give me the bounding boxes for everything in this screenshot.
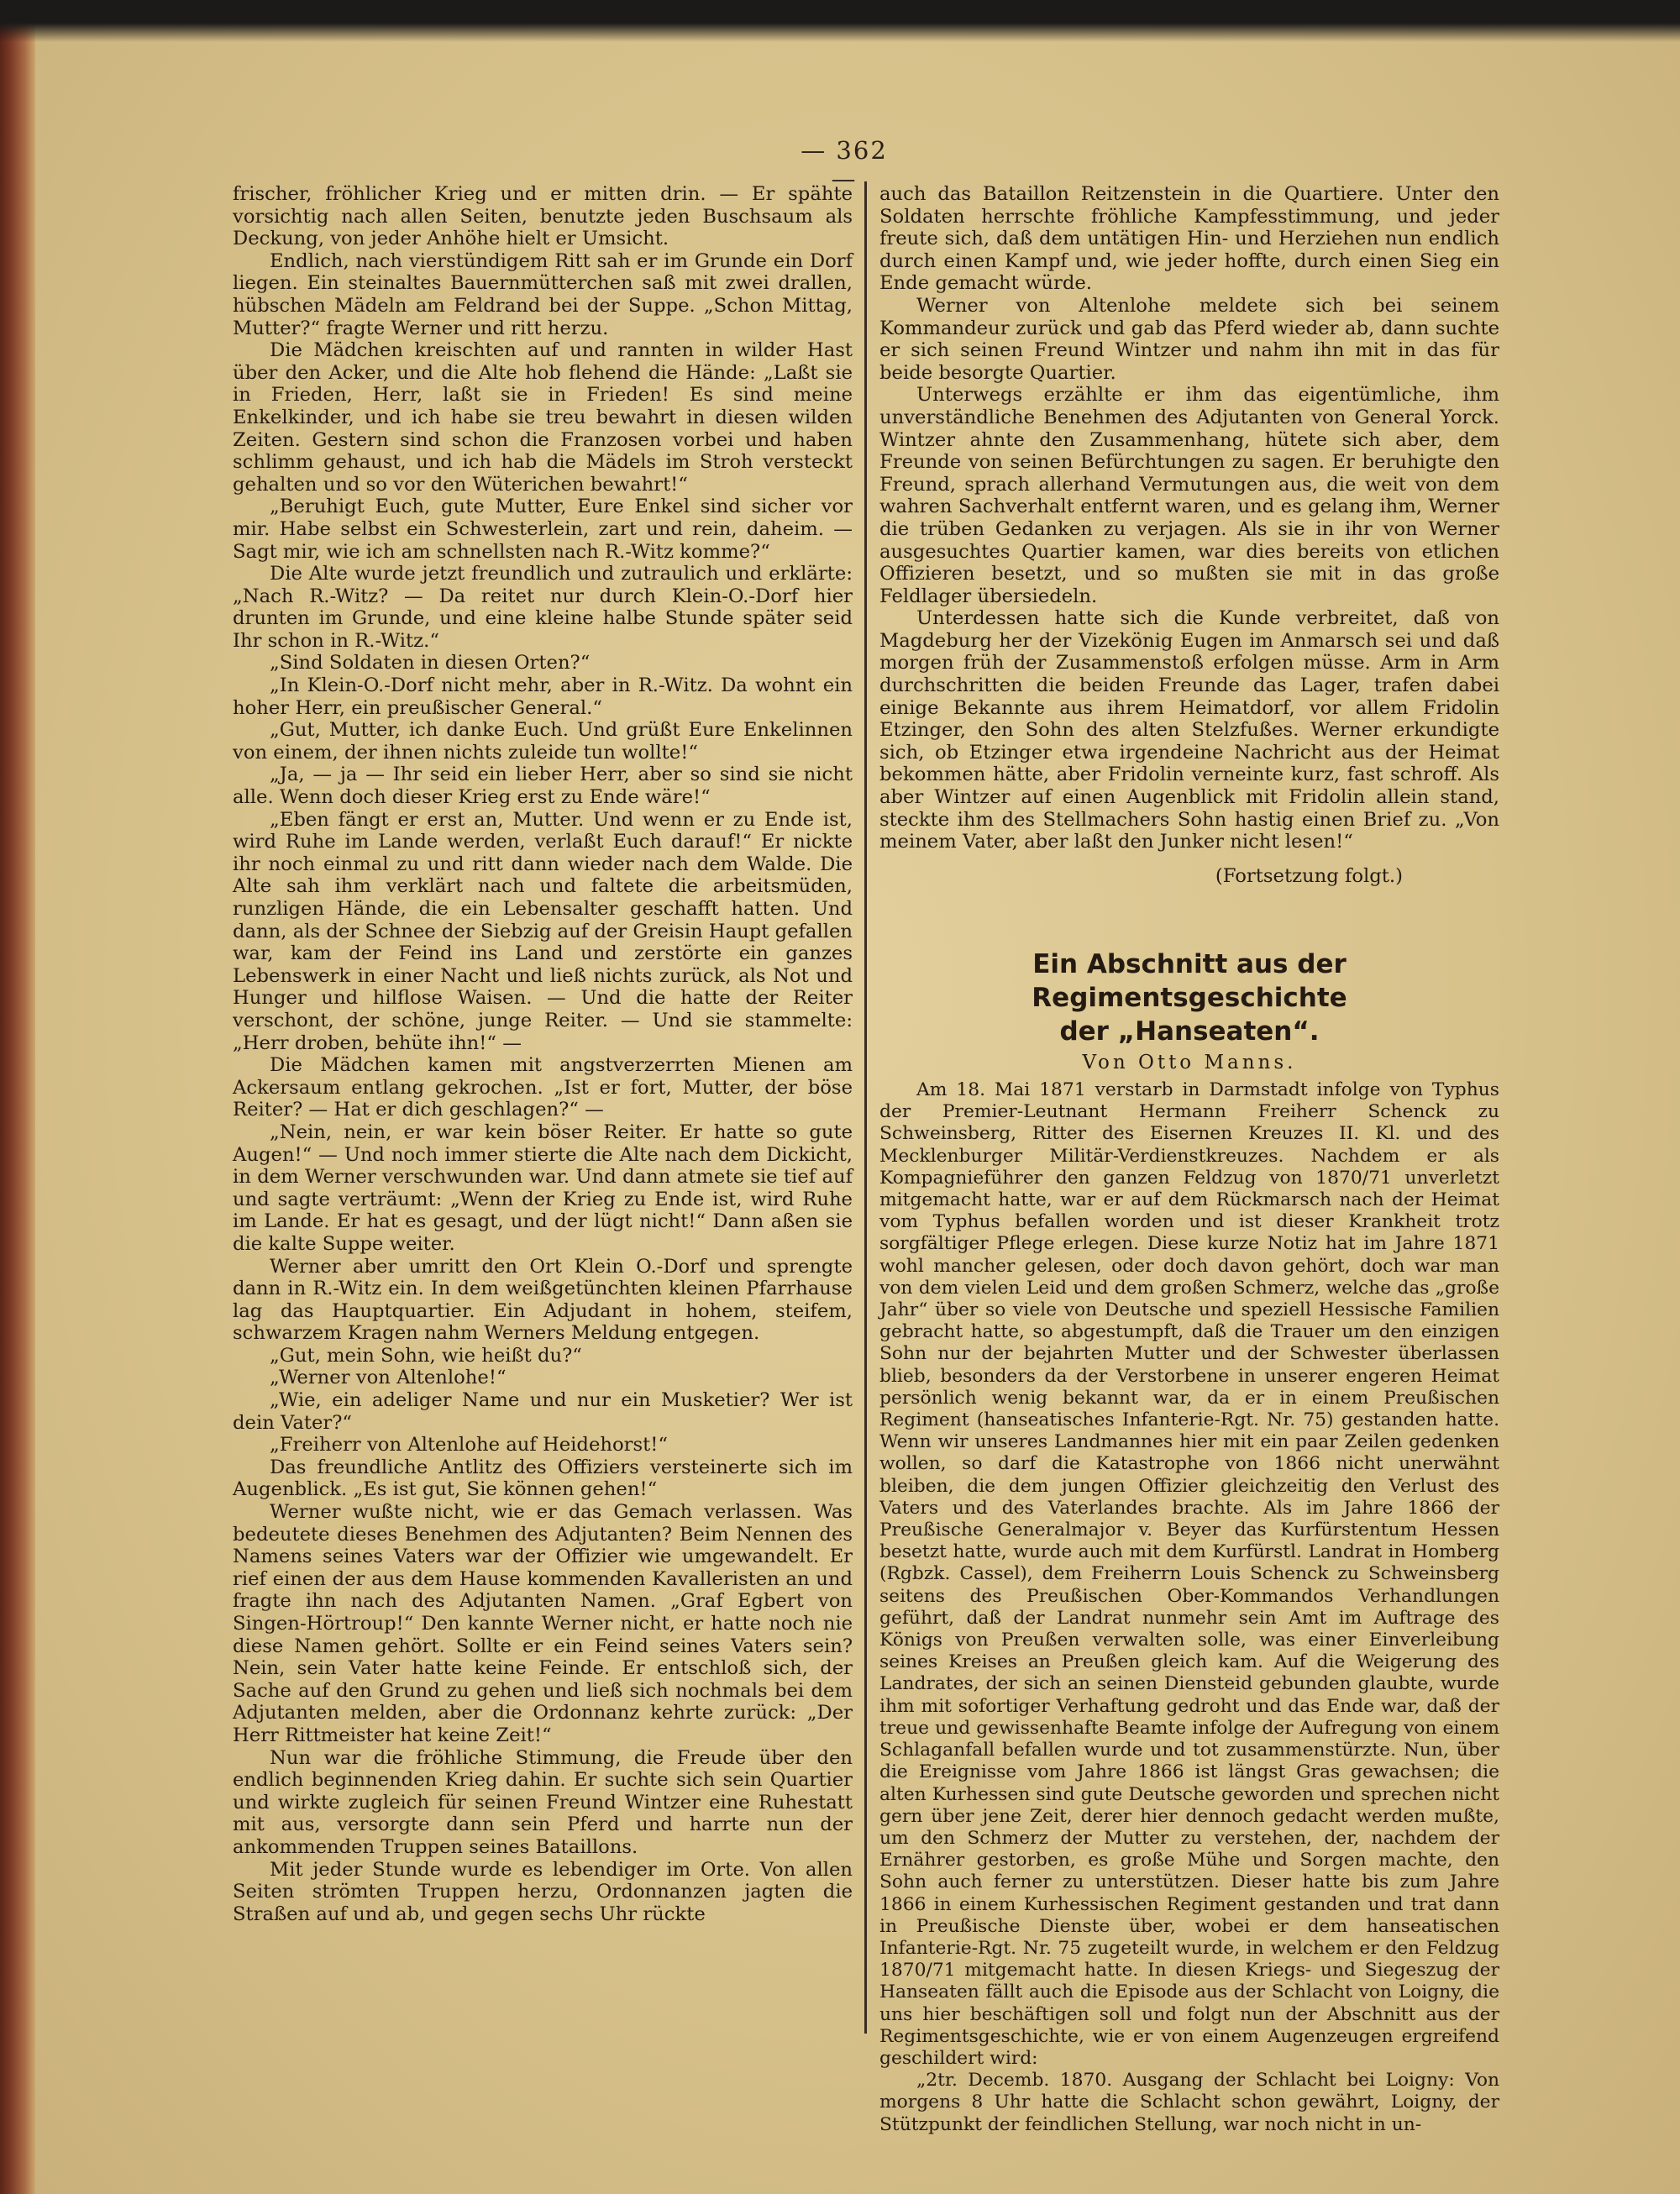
scan-top-shadow — [0, 0, 1680, 42]
paragraph: „Sind Soldaten in diesen Orten?“ — [270, 652, 591, 674]
left-column — [233, 183, 853, 1925]
paragraph: Das freundliche Antlitz des Offiziers versteinerte sich im Augenblick. „Es ist gut, Sie können gehen!“ — [233, 1456, 853, 1501]
story-continuation — [879, 183, 1499, 853]
paragraph: „Gut, Mutter, ich danke Euch. Und grüßt Eure Enkelinnen von einem, der ihnen nichts zuleide tun wollte!“ — [233, 719, 853, 764]
paragraph: Endlich, nach vierstündigem Ritt sah er im Grunde ein Dorf liegen. Ein steinaltes Bauernmütterchen saß mit zwei drallen, hübschen Mädeln am Feldrand bei der Suppe. „Schon Mittag, Mutter?“ fragte Werner und ritt herzu. — [233, 249, 853, 339]
article-title — [879, 947, 1499, 1048]
article-paragraph: Am 18. Mai 1871 verstarb in Darmstadt infolge von Typhus der Premier-Leutnant Hermann Freiherr Schenck zu Schweinsberg, Ritter des Eisernen Kreuzes II. Kl. und des Mecklenburger Militär-Verdienstkreuzes. Nachdem er als Kompagnieführer den ganzen Feldzug von 1870/71 unverletzt mitgemacht hatte, war er auf dem Rückmarsch nach der Heimat vom Typhus befallen worden und ist dieser Krankheit trotz sorgfältiger Pflege erlegen. Diese kurze Notiz hat im Jahre 1871 wohl mancher gelesen, oder doch davon gehört, doch war man von dem vielen Leid und dem großen Schmerz, welche das „große Jahr“ über so viele von Deutsche und speziell Hessische Familien gebracht hatte, so abgestumpft, daß die Trauer um den einzigen Sohn nur der bejahrten Mutter und der Schwester überlassen blieb, besonders da der Verstorbene in unserer engeren Heimat persönlich wenig bekannt war, da er in einem Preußischen Regiment (hanseatisches Infanterie-Rgt. Nr. 75) gestanden hatte. Wenn wir unseres Landmannes hier mit ein paar Zeilen gedenken wollen, so darf die Katastrophe von 1866 nicht unerwähnt bleiben, die dem jungen Offizier gleichzeitig den Verlust des Vaters und des Vaterlandes brachte. Als im Jahre 1866 der Preußische Generalmajor v. Beyer das Kurfürstentum Hessen besetzt hatte, wurde auch mit dem Kurfürstl. Landrat in Homberg (Rgbzk. Cassel), dem Freiherrn Louis Schenck zu Schweinsberg seitens des Preußischen Ober-Kommandos Verhandlungen geführt, daß der Landrat nunmehr sein Amt im Auftrage des Königs von Preußen verwalten solle, was einer Einverleibung seines Kreises an Preußen gleich kam. Auf die Weigerung des Landrates, der sich an seinen Diensteid gebunden glaubte, wurde ihm mit sofortiger Verhaftung gedroht und das Ende war, daß der treue und gewissenhafte Beamte infolge der Aufregung von einem Schlaganfall befallen wurde und tot zusammenstürzte. Nun, über die Ereignisse vom Jahre 1866 ist längst Gras gewachsen; die alten Kurhessen sind gute Deutsche geworden und sprechen nicht gern über jene Zeit, derer hier dennoch gedacht werden mußte, um den Schmerz der Mutter zu verstehen, der, nachdem der Ernährer gestorben, es große Mühe und Sorgen machte, den Sohn auch ferner zu unterstützen. Dieser hatte bis zum Jahre 1866 in einem Kurhessischen Regiment gestanden und trat dann in Preußische Dienste über, wobei er dem hanseatischen Infanterie-Rgt. Nr. 75 zugeteilt wurde, in welchem er den Feldzug 1870/71 mitgemacht hatte. In diesen Kriegs- und Siegeszug der Hanseaten fällt auch die Episode aus der Schlacht von Loigny, die uns hier beschäftigen soll und folgt nun der Abschnitt aus der Regimentsgeschichte, wie er von einem Augenzeugen ergreifend geschildert wird: — [879, 1079, 1499, 2069]
right-column — [879, 183, 1499, 2136]
paragraph: Die Alte wurde jetzt freundlich und zutraulich und erklärte: „Nach R.-Witz? — Da reitet nur durch Klein-O.-Dorf hier drunten im Grunde, und eine kleine halbe Stunde später seid Ihr schon in R.-Witz.“ — [233, 563, 853, 652]
article-author: Von Otto Manns. — [1082, 1052, 1297, 1074]
paragraph: Unterdessen hatte sich die Kunde verbreitet, daß von Magdeburg her der Vizekönig Eugen im Anmarsch sei und daß morgen früh der Zusammenstoß erfolgen müsse. Arm in Arm durchschritten die beiden Freunde das Lager, trafen dabei einige Bekannte aus ihrem Heimatdorf, vor allem Fridolin Etzinger, den Sohn des alten Stelzfußes. Werner erkundigte sich, ob Etzinger etwa irgendeine Nachricht aus der Heimat bekommen hätte, aber Fridolin verneinte kurz, fast schroff. Als aber Wintzer auf einen Augenblick mit Fridolin allein stand, steckte ihm des Stellmachers Sohn hastig einen Brief zu. „Von meinem Vater, aber laßt den Junker nicht lesen!“ — [879, 607, 1499, 853]
paragraph: auch das Bataillon Reitzenstein in die Quartiere. Unter den Soldaten herrschte fröhliche Kampfesstimmung, und jeder freute sich, daß dem untätigen Hin- und Herziehen nun endlich durch einen Kampf und, wie jeder hoffte, durch einen Sieg ein Ende gemacht würde. — [879, 183, 1499, 295]
article-body — [879, 1079, 1499, 2136]
paragraph: Die Mädchen kreischten auf und rannten in wilder Hast über den Acker, und die Alte hob flehend die Hände: „Laßt sie in Frieden, Herr, laßt sie in Frieden! Es sind meine Enkelkinder, und ich habe sie treu bewahrt in diesen wilden Zeiten. Gestern sind schon die Franzosen vorbei und haben schlimm gehaust, und ich hab die Mädels im Stroh versteckt gehalten und so vor den Wüterichen bewahrt!“ — [233, 339, 853, 496]
paragraph: Werner aber umritt den Ort Klein O.-Dorf und sprengte dann in R.-Witz ein. In dem weißgetünchten kleinen Pfarrhause lag das Hauptquartier. Ein Adjudant in hohem, steifem, schwarzem Kragen nahm Werners Meldung entgegen. — [233, 1255, 853, 1345]
paragraph: Werner von Altenlohe meldete sich bei seinem Kommandeur zurück und gab das Pferd wieder ab, dann suchte er sich seinen Freund Wintzer und nahm ihn mit in das für beide besorgte Quartier. — [879, 294, 1499, 384]
paragraph: „Freiherr von Altenlohe auf Heidehorst!“ — [270, 1434, 668, 1457]
paragraph: „Werner von Altenlohe!“ — [270, 1367, 507, 1389]
article-title-line-2: der „Hanseaten“. — [1059, 1016, 1320, 1047]
paragraph: Die Mädchen kamen mit angstverzerrten Mienen am Ackersaum entlang gekrochen. „Ist er fort, Mutter, der böse Reiter? — Hat er dich geschlagen?“ — — [233, 1054, 853, 1121]
article-header — [879, 947, 1499, 1074]
paragraph: „Wie, ein adeliger Name und nur ein Musketier? Wer ist dein Vater?“ — [233, 1389, 853, 1434]
article-title-line-1: Ein Abschnitt aus der Regimentsgeschichte — [1032, 949, 1347, 1014]
paragraph: „In Klein-O.-Dorf nicht mehr, aber in R.-Witz. Da wohnt ein hoher Herr, ein preußischer General.“ — [233, 674, 853, 719]
paragraph: Nun war die fröhliche Stimmung, die Freude über den endlich beginnenden Krieg dahin. Er suchte sich sein Quartier und wirkte zugleich für seinen Freund Wintzer eine Ruhestatt mit aus, versorgte dann sein Pferd und harrte nun der ankommenden Truppen seines Bataillons. — [233, 1746, 853, 1858]
continuation-note: (Fortsetzung folgt.) — [1215, 864, 1403, 887]
paragraph: frischer, fröhlicher Krieg und er mitten drin. — Er spähte vorsichtig nach allen Seiten, benutzte jeden Buschsaum als Deckung, von jeder Anhöhe hielt er Umsicht. — [233, 183, 853, 250]
page-number: — 362 — — [801, 136, 888, 193]
paragraph: „Nein, nein, er war kein böser Reiter. Er hatte so gute Augen!“ — Und noch immer stierte die Alte nach dem Dickicht, in dem Werner verschwunden war. Und dann atmete sie tief auf und sagte verträumt: „Wenn der Krieg zu Ende ist, wird Ruhe im Lande. Er hat es gesagt, und der lügt nicht!“ Dann aßen sie die kalte Suppe weiter. — [233, 1121, 853, 1255]
paragraph: „Ja, — ja — Ihr seid ein lieber Herr, aber so sind sie nicht alle. Wenn doch dieser Krieg erst zu Ende wäre!“ — [233, 764, 853, 809]
paragraph: Werner wußte nicht, wie er das Gemach verlassen. Was bedeutete dieses Benehmen des Adjutanten? Beim Nennen des Namens seines Vaters war der Offizier wie umgewandelt. Er rief einen der aus dem Hause kommenden Kavalleristen an und fragte ihn nach des Adjutanten Namen. „Graf Egbert von Singen-Hörtroup!“ Den kannte Werner nicht, er hatte noch nie diese Namen gehört. Sollte er ein Feind seines Vaters sein? Nein, sein Vater hatte keine Feinde. Er entschloß sich, der Sache auf den Grund zu gehen und ließ sich nochmals bei dem Adjutanten melden, aber die Ordonnanz kehrte zurück: „Der Herr Rittmeister hat keine Zeit!“ — [233, 1501, 853, 1746]
column-divider — [864, 181, 867, 2034]
paragraph: „Gut, mein Sohn, wie heißt du?“ — [270, 1344, 582, 1367]
book-binding-edge — [0, 0, 35, 2194]
paragraph: „Beruhigt Euch, gute Mutter, Eure Enkel sind sicher vor mir. Habe selbst ein Schwesterlein, zart und rein, daheim. — Sagt mir, wie ich am schnellsten nach R.-Witz komme?“ — [233, 496, 853, 563]
paragraph: Unterwegs erzählte er ihm das eigentümliche, ihm unverständliche Benehmen des Adjutanten von General Yorck. Wintzer ahnte den Zusammenhang, hütete sich aber, dem Freunde von seinen Befürchtungen zu sagen. Er beruhigte den Freund, sprach allerhand Vermutungen aus, die weit von dem wahren Sachverhalt entfernt waren, und es gelang ihm, Werner die trüben Gedanken zu verjagen. Als sie in ihr von Werner ausgesuchtes Quartier kamen, war dies bereits von etlichen Offizieren besetzt, und so mußten sie mit in das große Feldlager übersiedeln. — [879, 384, 1499, 607]
paragraph: Mit jeder Stunde wurde es lebendiger im Orte. Von allen Seiten strömten Truppen herzu, Ordonnanzen jagten die Straßen auf und ab, und gegen sechs Uhr rückte — [233, 1858, 853, 1925]
article-paragraph: „2tr. Decemb. 1870. Ausgang der Schlacht bei Loigny: Von morgens 8 Uhr hatte die Schlacht schon gewährt, Loigny, der Stützpunkt der feindlichen Stellung, war noch nicht in un- — [879, 2070, 1499, 2135]
paragraph: „Eben fängt er erst an, Mutter. Und wenn er zu Ende ist, wird Ruhe im Lande werden, verlaßt Euch darauf!“ Er nickte ihr noch einmal zu und ritt dann wieder nach dem Walde. Die Alte sah ihm verklärt nach und faltete die arbeitsmüden, runzligen Hände, die ein Lebensalter geschafft hatten. Und dann, als der Schnee der Siebzig auf der Greisin Haupt gefallen war, kam der Feind ins Land und zerstörte ein ganzes Lebenswerk in einer Nacht und ließ nichts zurück, als Not und Hunger und hilflose Waisen. — Und die hatte der Reiter verschont, der schöne, junge Reiter. — Und sie stammelte: „Herr droben, behüte ihn!“ — — [233, 808, 853, 1054]
